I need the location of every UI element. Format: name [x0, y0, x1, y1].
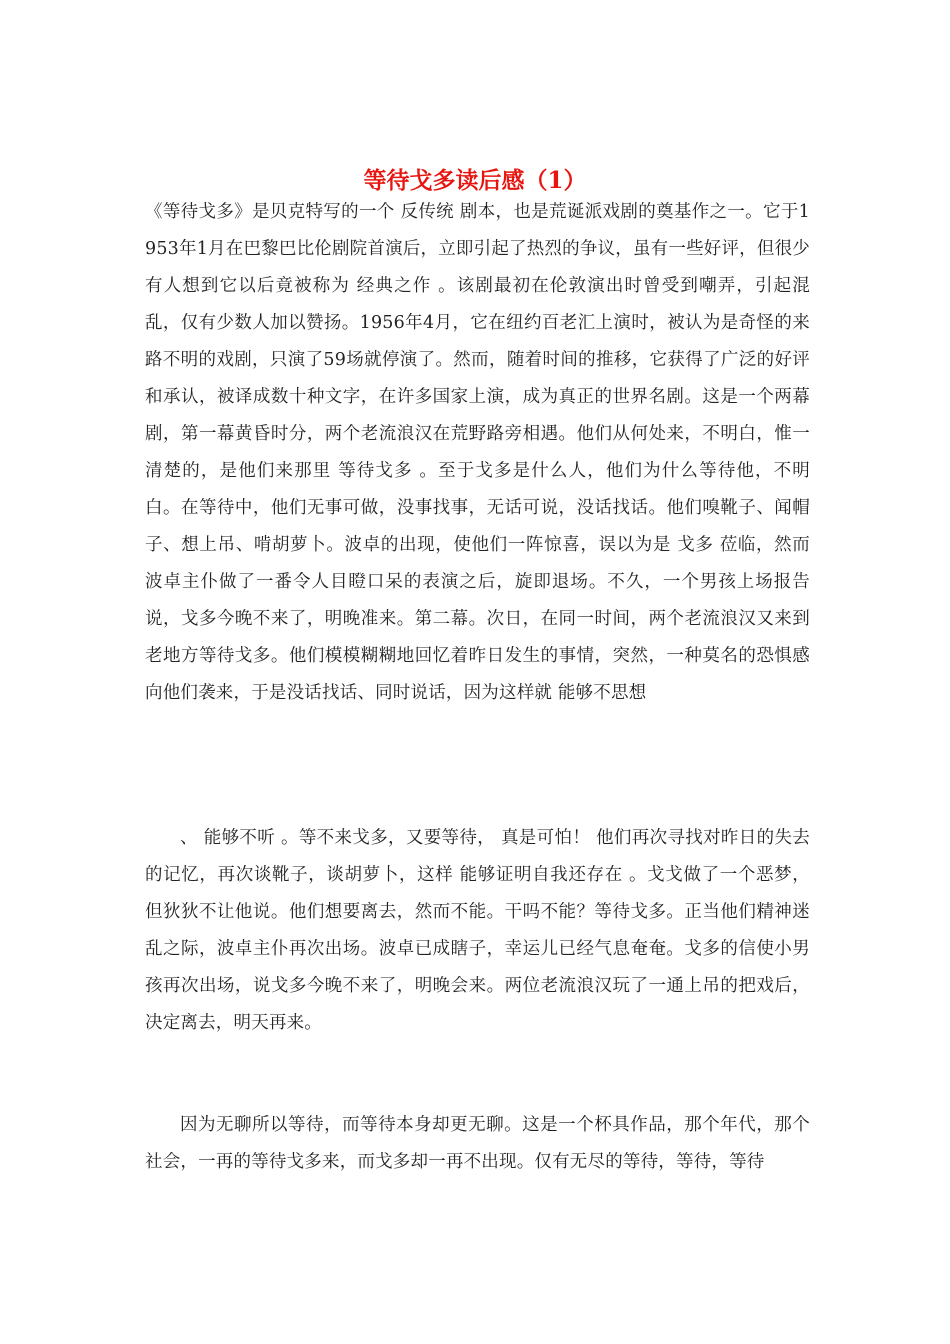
paragraph-3: 因为无聊所以等待，而等待本身却更无聊。这是一个杯具作品，那个年代，那个社会，一再的等待戈多来，而戈多却一再不出现。仅有无尽的等待，等待，等待 — [145, 1115, 810, 1172]
paragraph-2: 、 能够不听 。等不来戈多，又要等待， 真是可怕！ 他们再次寻找对昨日的失去的记忆，再次谈靴子，谈胡萝卜，这样 能够证明自我还存在 。戈戈做了一个恶梦，但狄狄不让他说。他们想要离去，然而不能。干吗不能？等待戈多。正当他们精神迷乱之际，波卓主仆再次出场。波卓已成瞎子，幸运儿已经气息奄奄。戈多的信使小男孩再次出场，说戈多今晚不来了，明晚会来。两位老流浪汉玩了一通上吊的把戏后，决定离去，明天再来。 — [145, 828, 810, 1033]
paragraph-1: 《等待戈多》是贝克特写的一个 反传统 剧本，也是荒诞派戏剧的奠基作之一。它于1953年1月在巴黎巴比伦剧院首演后，立即引起了热烈的争议，虽有一些好评，但很少有人想到它以后竟被称为 经典之作 。该剧最初在伦敦演出时曾受到嘲弄，引起混乱，仅有少数人加以赞扬。1956年4月，它在纽约百老汇上演时，被认为是奇怪的来路不明的戏剧，只演了59场就停演了。然而，随着时间的推移，它获得了广泛的好评和承认，被译成数十种文字，在许多国家上演，成为真正的世界名剧。这是一个两幕剧，第一幕黄昏时分，两个老流浪汉在荒野路旁相遇。他们从何处来，不明白，惟一清楚的，是他们来那里 等待戈多 。至于戈多是什么人，他们为什么等待他，不明白。在等待中，他们无事可做，没事找事，无话可说，没话找话。他们嗅靴子、闻帽子、想上吊、啃胡萝卜。波卓的出现，使他们一阵惊喜，误以为是 戈多 莅临，然而波卓主仆做了一番令人目瞪口呆的表演之后，旋即退场。不久，一个男孩上场报告说，戈多今晚不来了，明晚准来。第二幕。次日，在同一时间，两个老流浪汉又来到老地方等待戈多。他们模模糊糊地回忆着昨日发生的事情，突然，一种莫名的恐惧感向他们袭来，于是没话找话、同时说话，因为这样就 能够不思想 — [145, 202, 810, 703]
document-title: 等待戈多读后感（1） — [363, 167, 587, 195]
